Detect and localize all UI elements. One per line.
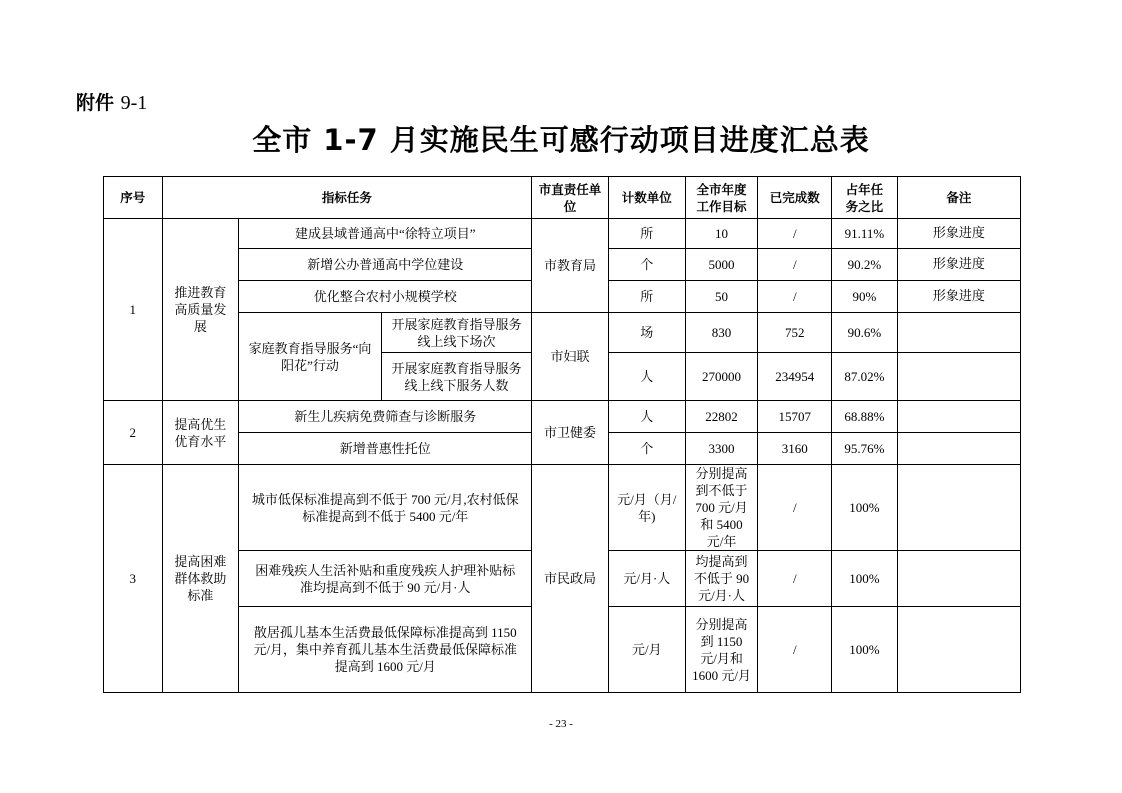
ratio-cell: 87.02% (832, 353, 898, 401)
ratio-cell: 100% (832, 607, 898, 693)
page-title: 全市 1-7 月实施民生可感行动项目进度汇总表 (252, 123, 870, 157)
task-cell: 新增公办普通高中学位建设 (239, 249, 532, 281)
col-ratio: 占年任务之比 (832, 177, 898, 219)
col-target: 全市年度工作目标 (685, 177, 758, 219)
note-cell: 形象进度 (897, 219, 1020, 249)
task-cell: 建成县域普通高中“徐特立项目” (239, 219, 532, 249)
ratio-cell: 100% (832, 551, 898, 607)
ratio-cell: 91.11% (832, 219, 898, 249)
col-unit: 计数单位 (608, 177, 685, 219)
unit-cell: 元/月·人 (608, 551, 685, 607)
task-cell: 开展家庭教育指导服务线上线下服务人数 (381, 353, 531, 401)
note-cell (897, 313, 1020, 353)
done-cell: / (758, 249, 832, 281)
seq-cell: 3 (104, 465, 163, 693)
col-seq: 序号 (104, 177, 163, 219)
task-cell: 城市低保标准提高到不低于 700 元/月,农村低保标准提高到不低于 5400 元/年 (239, 465, 532, 551)
dept-cell: 市民政局 (532, 465, 609, 693)
header-row (104, 177, 1021, 219)
ratio-cell: 90.2% (832, 249, 898, 281)
target-cell: 5000 (685, 249, 758, 281)
page-number: - 23 - (549, 718, 573, 730)
subcategory-cell: 家庭教育指导服务“向阳花”行动 (239, 313, 381, 401)
note-cell: 形象进度 (897, 281, 1020, 313)
target-cell: 270000 (685, 353, 758, 401)
seq-cell: 2 (104, 401, 163, 465)
progress-table (103, 176, 1021, 693)
target-cell: 分别提高到 1150 元/月和1600 元/月 (685, 607, 758, 693)
ratio-cell: 95.76% (832, 433, 898, 465)
ratio-cell: 68.88% (832, 401, 898, 433)
unit-cell: 场 (608, 313, 685, 353)
target-cell: 50 (685, 281, 758, 313)
table-row (104, 465, 1021, 551)
category-cell: 提高困难群体救助标准 (162, 465, 239, 693)
target-cell: 22802 (685, 401, 758, 433)
table-row (104, 313, 1021, 353)
note-cell: 形象进度 (897, 249, 1020, 281)
target-cell: 10 (685, 219, 758, 249)
task-cell: 散居孤儿基本生活费最低保障标准提高到 1150 元/月，集中养育孤儿基本生活费最低保障标准提高到 1600 元/月 (239, 607, 532, 693)
annex-label (76, 88, 147, 115)
col-task: 指标任务 (162, 177, 532, 219)
dept-cell: 市教育局 (532, 219, 609, 313)
target-cell: 830 (685, 313, 758, 353)
dept-cell: 市卫健委 (532, 401, 609, 465)
unit-cell: 个 (608, 433, 685, 465)
unit-cell: 人 (608, 353, 685, 401)
dept-cell: 市妇联 (532, 313, 609, 401)
unit-cell: 所 (608, 219, 685, 249)
task-cell: 新生儿疾病免费筛查与诊断服务 (239, 401, 532, 433)
done-cell: / (758, 281, 832, 313)
annex-label-text: 附件 (76, 92, 115, 114)
note-cell (897, 433, 1020, 465)
ratio-cell: 100% (832, 465, 898, 551)
note-cell (897, 551, 1020, 607)
done-cell: / (758, 465, 832, 551)
done-cell: / (758, 219, 832, 249)
target-cell: 3300 (685, 433, 758, 465)
ratio-cell: 90.6% (832, 313, 898, 353)
target-cell: 分别提高到不低于700 元/月和 5400 元/年 (685, 465, 758, 551)
unit-cell: 个 (608, 249, 685, 281)
note-cell (897, 607, 1020, 693)
ratio-cell: 90% (832, 281, 898, 313)
done-cell: / (758, 607, 832, 693)
done-cell: / (758, 551, 832, 607)
annex-number: 9-1 (120, 92, 148, 114)
done-cell: 15707 (758, 401, 832, 433)
unit-cell: 人 (608, 401, 685, 433)
done-cell: 234954 (758, 353, 832, 401)
category-cell: 提高优生优育水平 (162, 401, 239, 465)
seq-cell: 1 (104, 219, 163, 401)
category-cell: 推进教育高质量发展 (162, 219, 239, 401)
done-cell: 752 (758, 313, 832, 353)
note-cell (897, 353, 1020, 401)
table-row (104, 401, 1021, 433)
note-cell (897, 465, 1020, 551)
col-done: 已完成数 (758, 177, 832, 219)
col-dept: 市直责任单位 (532, 177, 609, 219)
task-cell: 新增普惠性托位 (239, 433, 532, 465)
done-cell: 3160 (758, 433, 832, 465)
unit-cell: 元/月（月/年) (608, 465, 685, 551)
task-cell: 优化整合农村小规模学校 (239, 281, 532, 313)
unit-cell: 所 (608, 281, 685, 313)
target-cell: 均提高到不低于 90元/月·人 (685, 551, 758, 607)
note-cell (897, 401, 1020, 433)
table-row (104, 219, 1021, 249)
task-cell: 开展家庭教育指导服务线上线下场次 (381, 313, 531, 353)
task-cell: 困难残疾人生活补贴和重度残疾人护理补贴标准均提高到不低于 90 元/月·人 (239, 551, 532, 607)
col-note: 备注 (897, 177, 1020, 219)
unit-cell: 元/月 (608, 607, 685, 693)
